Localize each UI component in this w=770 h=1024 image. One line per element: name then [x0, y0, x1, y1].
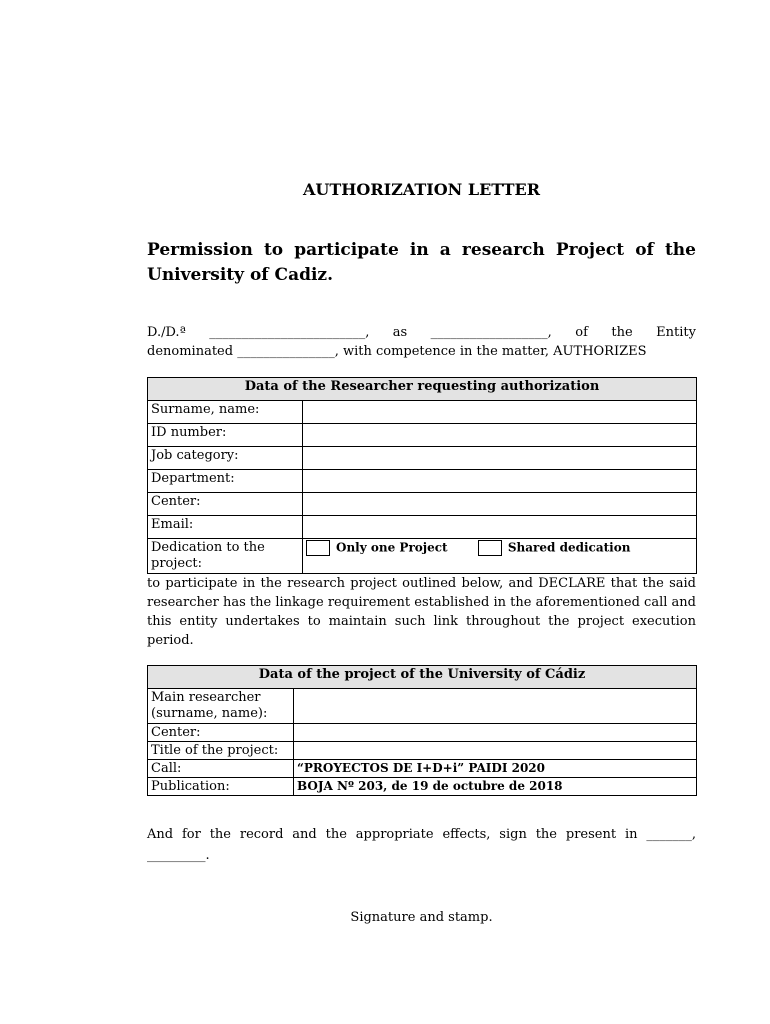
intro-word: D./D.ª	[147, 325, 186, 340]
table-row	[148, 689, 697, 724]
shared-dedication-checkbox[interactable]	[478, 540, 502, 556]
row-label: Dedication to the project:	[148, 539, 303, 574]
project-title-field[interactable]	[294, 742, 697, 760]
project-data-table	[147, 665, 697, 796]
subtitle-line-2: University of Cadiz.	[147, 265, 334, 285]
row-label: Email:	[148, 516, 303, 539]
publication-value: BOJA Nº 203, de 19 de octubre de 2018	[294, 778, 697, 796]
table-row	[148, 424, 697, 447]
table-row	[148, 516, 697, 539]
center-field[interactable]	[303, 493, 697, 516]
table-row	[148, 778, 697, 796]
intro-word: as	[392, 325, 408, 340]
department-field[interactable]	[303, 470, 697, 493]
shared-dedication-label: Shared dedication	[507, 540, 631, 555]
researcher-data-table	[147, 377, 697, 574]
only-one-project-checkbox[interactable]	[306, 540, 330, 556]
project-center-field[interactable]	[294, 724, 697, 742]
researcher-table-header: Data of the Researcher requesting authorization	[148, 378, 697, 401]
main-researcher-field[interactable]	[294, 689, 697, 724]
document-subtitle	[147, 238, 696, 288]
table-row	[148, 493, 697, 516]
table-row	[148, 470, 697, 493]
project-table-header: Data of the project of the University of Cádiz	[148, 666, 697, 689]
row-label: Call:	[148, 760, 294, 778]
intro-word: __________________,	[430, 325, 552, 340]
row-label: Main researcher (surname, name):	[148, 689, 294, 724]
signature-label: Signature and stamp.	[350, 910, 493, 925]
table-row	[148, 760, 697, 778]
row-label: ID number:	[148, 424, 303, 447]
intro-line-1	[147, 323, 696, 342]
intro-word: the	[611, 325, 633, 340]
table-row	[148, 742, 697, 760]
table-row	[148, 447, 697, 470]
table-row	[148, 539, 697, 574]
closing-paragraph: And for the record and the appropriate effects, sign the present in _______, _________.	[147, 827, 696, 863]
declare-paragraph: to participate in the research project outlined below, and DECLARE that the said researcher has the linkage requirement established in the aforementioned call and this entity undertakes to maintain such link throughout the project execution period.	[147, 576, 696, 648]
row-label: Publication:	[148, 778, 294, 796]
row-label: Surname, name:	[148, 401, 303, 424]
only-one-project-label: Only one Project	[336, 540, 448, 555]
table-row	[148, 401, 697, 424]
intro-word: Entity	[656, 325, 696, 340]
call-value: “PROYECTOS DE I+D+i” PAIDI 2020	[294, 760, 697, 778]
row-label: Department:	[148, 470, 303, 493]
id-number-field[interactable]	[303, 424, 697, 447]
row-label: Center:	[148, 493, 303, 516]
surname-field[interactable]	[303, 401, 697, 424]
job-category-field[interactable]	[303, 447, 697, 470]
intro-word: of	[575, 325, 588, 340]
email-field[interactable]	[303, 516, 697, 539]
subtitle-line-1: Permission to participate in a research Project of the	[147, 240, 696, 260]
table-row	[148, 724, 697, 742]
intro-line-2: denominated _______________, with competence in the matter, AUTHORIZES	[147, 344, 647, 359]
document-title: AUTHORIZATION LETTER	[302, 180, 541, 199]
intro-word: ________________________,	[209, 325, 370, 340]
row-label: Title of the project:	[148, 742, 294, 760]
row-label: Job category:	[148, 447, 303, 470]
row-label: Center:	[148, 724, 294, 742]
dedication-options	[303, 539, 697, 574]
